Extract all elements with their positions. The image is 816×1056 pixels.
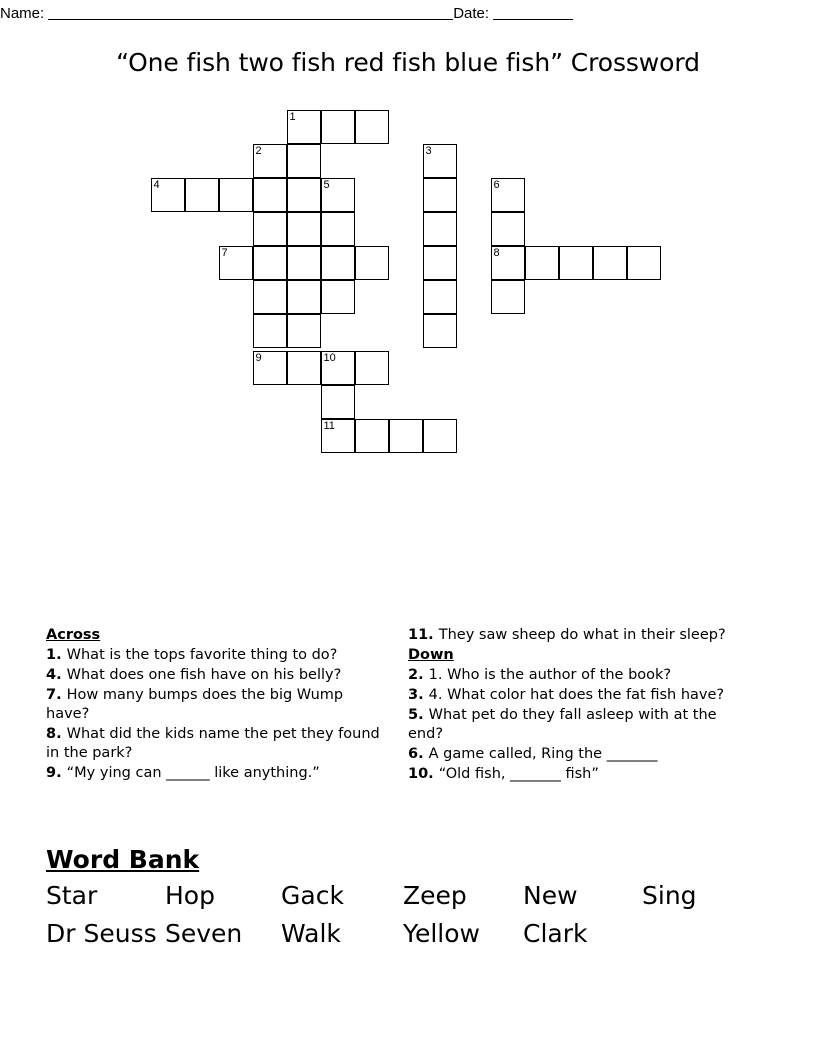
crossword-cell[interactable]	[355, 351, 389, 385]
clue-number: 5.	[408, 707, 429, 723]
clue-text: A game called, Ring the _______	[428, 746, 658, 762]
clue-number: 6.	[408, 746, 429, 762]
crossword-grid	[0, 0, 816, 470]
crossword-cell-number: 7	[221, 247, 228, 259]
crossword-cell[interactable]	[287, 178, 321, 212]
clue-number: 10.	[408, 766, 439, 782]
word-bank-grid	[46, 877, 776, 953]
clue-number: 3.	[408, 687, 429, 703]
crossword-cell[interactable]	[423, 314, 457, 348]
crossword-cell-number: 8	[493, 247, 500, 259]
clue-number: 4.	[46, 667, 67, 683]
word-bank-word[interactable]: Yellow	[403, 919, 480, 948]
crossword-cell[interactable]	[151, 178, 185, 212]
word-bank-empty	[642, 915, 762, 953]
crossword-cell[interactable]	[219, 246, 253, 280]
crossword-cell[interactable]	[287, 144, 321, 178]
crossword-cell[interactable]	[321, 246, 355, 280]
clue-item	[46, 686, 386, 724]
name-label: Name:	[0, 4, 45, 22]
clue-number: 2.	[408, 667, 429, 683]
crossword-cell[interactable]	[559, 246, 593, 280]
crossword-cell[interactable]	[355, 246, 389, 280]
crossword-cell[interactable]	[423, 212, 457, 246]
crossword-cell[interactable]	[321, 385, 355, 419]
crossword-cell-number: 9	[255, 352, 262, 364]
crossword-cell[interactable]	[253, 280, 287, 314]
clues-column-left	[46, 626, 386, 784]
crossword-cell[interactable]	[253, 314, 287, 348]
crossword-cell[interactable]	[321, 351, 355, 385]
word-bank-word[interactable]: Seven	[165, 919, 243, 948]
crossword-cell[interactable]	[355, 419, 389, 453]
clue-number: 1.	[46, 647, 67, 663]
crossword-cell[interactable]	[253, 178, 287, 212]
word-bank-word[interactable]: Dr Seuss	[46, 919, 157, 948]
across-heading: Across	[46, 627, 101, 643]
crossword-cell[interactable]	[355, 110, 389, 144]
crossword-cell[interactable]	[593, 246, 627, 280]
word-bank-word[interactable]: Gack	[281, 881, 344, 910]
crossword-cell[interactable]	[525, 246, 559, 280]
word-bank-word[interactable]: New	[523, 881, 578, 910]
crossword-cell[interactable]	[321, 419, 355, 453]
across-clue-list-continued	[408, 626, 748, 645]
word-bank-word[interactable]: Sing	[642, 881, 697, 910]
crossword-cell[interactable]	[287, 351, 321, 385]
word-bank-word[interactable]: Zeep	[403, 881, 467, 910]
word-bank-section	[46, 845, 776, 953]
crossword-cell[interactable]	[423, 246, 457, 280]
clue-number: 11.	[408, 627, 439, 643]
crossword-cell[interactable]	[423, 144, 457, 178]
crossword-cell-number: 6	[493, 179, 500, 191]
word-bank-word[interactable]: Star	[46, 881, 98, 910]
clue-text: They saw sheep do what in their sleep?	[438, 627, 726, 643]
clue-item	[46, 646, 386, 665]
clue-text: What does one fish have on his belly?	[66, 667, 342, 683]
crossword-cell[interactable]	[423, 280, 457, 314]
crossword-cell[interactable]	[423, 419, 457, 453]
page-title: “One fish two fish red fish blue fish” Crossword	[116, 48, 700, 77]
clue-item	[408, 626, 748, 645]
crossword-cell[interactable]	[253, 144, 287, 178]
crossword-cell-number: 11	[323, 420, 335, 432]
clue-item	[408, 666, 748, 685]
crossword-cell-number: 1	[289, 111, 296, 123]
crossword-cell[interactable]	[287, 280, 321, 314]
crossword-cell[interactable]	[253, 351, 287, 385]
crossword-cell-number: 10	[323, 352, 336, 364]
clue-text: What did the kids name the pet they found in the park?	[46, 726, 380, 761]
down-clue-list	[408, 666, 748, 784]
crossword-cell[interactable]	[321, 110, 355, 144]
crossword-cell[interactable]	[253, 212, 287, 246]
clue-item	[408, 686, 748, 705]
clue-text: 4. What color hat does the fat fish have?	[428, 687, 725, 703]
clue-text: 1. Who is the author of the book?	[428, 667, 672, 683]
clue-text: What is the tops favorite thing to do?	[66, 647, 338, 663]
date-label: Date:	[453, 4, 490, 22]
clues-section	[0, 626, 816, 826]
crossword-cell[interactable]	[253, 246, 287, 280]
clue-number: 7.	[46, 687, 67, 703]
crossword-cell[interactable]	[287, 212, 321, 246]
word-bank-word[interactable]: Hop	[165, 881, 215, 910]
crossword-cell[interactable]	[185, 178, 219, 212]
word-bank-word[interactable]: Clark	[523, 919, 588, 948]
crossword-cell[interactable]	[321, 212, 355, 246]
clue-item	[408, 765, 748, 784]
crossword-cell[interactable]	[219, 178, 253, 212]
crossword-cell-number: 3	[425, 145, 432, 157]
crossword-cell-number: 4	[153, 179, 160, 191]
crossword-cell[interactable]	[491, 246, 525, 280]
crossword-cell[interactable]	[287, 314, 321, 348]
clue-text: How many bumps does the big Wump have?	[46, 687, 344, 722]
clue-number: 9.	[46, 765, 67, 781]
crossword-cell[interactable]	[389, 419, 423, 453]
crossword-cell[interactable]	[321, 280, 355, 314]
crossword-cell-number: 2	[255, 145, 262, 157]
crossword-cell[interactable]	[321, 178, 355, 212]
clue-item	[46, 666, 386, 685]
crossword-cell-number: 5	[323, 179, 330, 191]
crossword-cell[interactable]	[287, 110, 321, 144]
clue-number: 8.	[46, 726, 67, 742]
crossword-cell[interactable]	[287, 246, 321, 280]
clue-text: What pet do they fall asleep with at the end?	[408, 707, 717, 742]
word-bank-word[interactable]: Walk	[281, 919, 341, 948]
down-heading: Down	[408, 647, 454, 663]
across-clue-list	[46, 646, 386, 783]
clues-column-right	[408, 626, 748, 785]
crossword-cell[interactable]	[627, 246, 661, 280]
word-bank-heading: Word Bank	[46, 845, 200, 874]
crossword-cell[interactable]	[491, 212, 525, 246]
crossword-cell[interactable]	[491, 280, 525, 314]
clue-text: “Old fish, _______ fish”	[438, 766, 599, 782]
clue-item	[46, 764, 386, 783]
clue-item	[46, 725, 386, 763]
clue-item	[408, 706, 748, 744]
clue-item	[408, 745, 748, 764]
crossword-cell[interactable]	[423, 178, 457, 212]
clue-text: “My ying can ______ like anything.”	[66, 765, 320, 781]
crossword-cell[interactable]	[491, 178, 525, 212]
